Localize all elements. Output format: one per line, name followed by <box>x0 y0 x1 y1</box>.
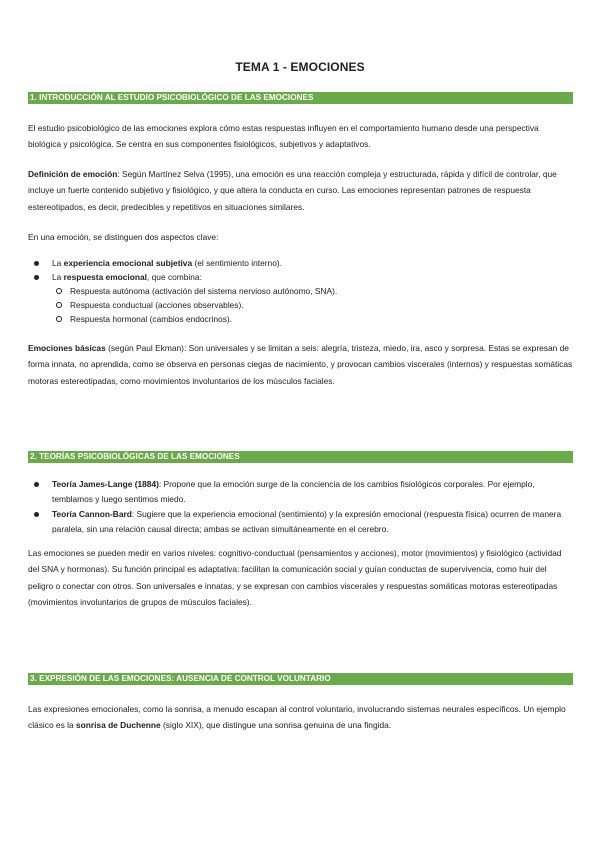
document-title: TEMA 1 - EMOCIONES <box>235 60 365 74</box>
theory-text: : Sugiere que la experiencia emocional (sentimiento) y la expresión emocional (respuesta física) ocurren de manera paralela, sin una relación causal directa; ambas se activan simultáneamente en el cerebro. <box>52 509 562 534</box>
response-sublist <box>52 284 573 326</box>
list-item-bold: experiencia emocional subjetiva <box>63 258 193 268</box>
basic-emotions-paragraph <box>28 340 573 389</box>
expression-text-end: (siglo XIX), que distingue una sonrisa genuina de una fingida. <box>160 720 392 731</box>
sublist-item: Respuesta hormonal (cambios endocrinos). <box>52 312 573 326</box>
list-item-prefix: La <box>52 258 64 268</box>
list-item-suffix: (el sentimiento interno). <box>192 258 282 268</box>
list-item <box>28 507 573 537</box>
list-item <box>28 270 573 326</box>
aspects-intro: En una emoción, se distinguen dos aspectos clave: <box>28 232 219 242</box>
definition-label: Definición de emoción <box>28 169 118 179</box>
section-3-header: 3. EXPRESIÓN DE LAS EMOCIONES: AUSENCIA DE CONTROL VOLUNTARIO <box>28 673 573 685</box>
definition-text: : Según Martínez Selva (1995), una emoción es una reacción compleja y estructurada, rápida y difícil de controlar, que incluye un fuerte contenido subjetivo y fisiológico, y que altera la conducta en curso. Las emociones representan patrones de respuesta estereotipados, es decir, predecibles y repetitivos en situaciones similares. <box>28 169 557 212</box>
definition-paragraph <box>28 166 573 215</box>
section-2-header: 2. TEORÍAS PSICOBIOLÓGICAS DE LAS EMOCIONES <box>28 451 573 463</box>
list-item-suffix: , que combina: <box>146 272 202 282</box>
expression-text: Las expresiones emocionales, como la sonrisa, a menudo escapan al control voluntario, involucrando sistemas neurales específicos. Un ejemplo clásico es la <box>28 704 566 731</box>
sublist-item: Respuesta autónoma (activación del sistema nervioso autónomo, SNA). <box>52 284 573 298</box>
list-item-prefix: La <box>52 272 64 282</box>
intro-paragraph: El estudio psicobiológico de las emociones explora cómo estas respuestas influyen en el comportamiento humano desde una perspectiva biológica y psicológica. Se centra en sus componentes fisiológicos, subjetivos y adaptativos. <box>28 123 539 150</box>
basic-emotions-text: (según Paul Ekman): Son universales y se limitan a seis: alegría, tristeza, miedo, ira, asco y sorpresa. Estas se expresan de forma innata, no aprendida, como se observa en personas ciegas de nacimiento, y provocan cambios viscerales (internos) y respuestas somáticas motoras estereotipadas, como movimientos involuntarios de los músculos faciales. <box>28 343 573 386</box>
list-item-bold: respuesta emocional <box>63 272 147 282</box>
list-item <box>28 256 573 270</box>
basic-emotions-label: Emociones básicas <box>28 343 106 353</box>
duchenne-label: sonrisa de Duchenne <box>75 720 161 731</box>
theories-list <box>28 477 573 537</box>
measurement-paragraph: Las emociones se pueden medir en varios niveles: cognitivo-conductual (pensamientos y acciones), motor (movimientos) y fisiológico (actividad del SNA y hormonas). Su función principal es adaptativa: facilitan la comunicación social y guían conductas de supervivencia, como huir del peligro o conectar con otros. Son universales e innatas, y se expresan con cambios viscerales y respuestas somáticas motoras estereotipadas (movimientos involuntarios de grupos de músculos faciales). <box>28 548 562 607</box>
sublist-item: Respuesta conductual (acciones observables). <box>52 298 573 312</box>
aspects-list <box>28 256 573 326</box>
theory-text: : Propone que la emoción surge de la conciencia de los cambios fisiológicos corporales. Por ejemplo, temblamos y luego sentimos miedo. <box>52 479 535 504</box>
section-1-header: 1. INTRODUCCIÓN AL ESTUDIO PSICOBIOLÓGICO DE LAS EMOCIONES <box>28 92 573 104</box>
theory-label: Teoría James-Lange (1884) <box>52 479 159 489</box>
expression-paragraph <box>28 701 573 734</box>
list-item <box>28 477 573 507</box>
theory-label: Teoría Cannon-Bard <box>52 509 132 519</box>
